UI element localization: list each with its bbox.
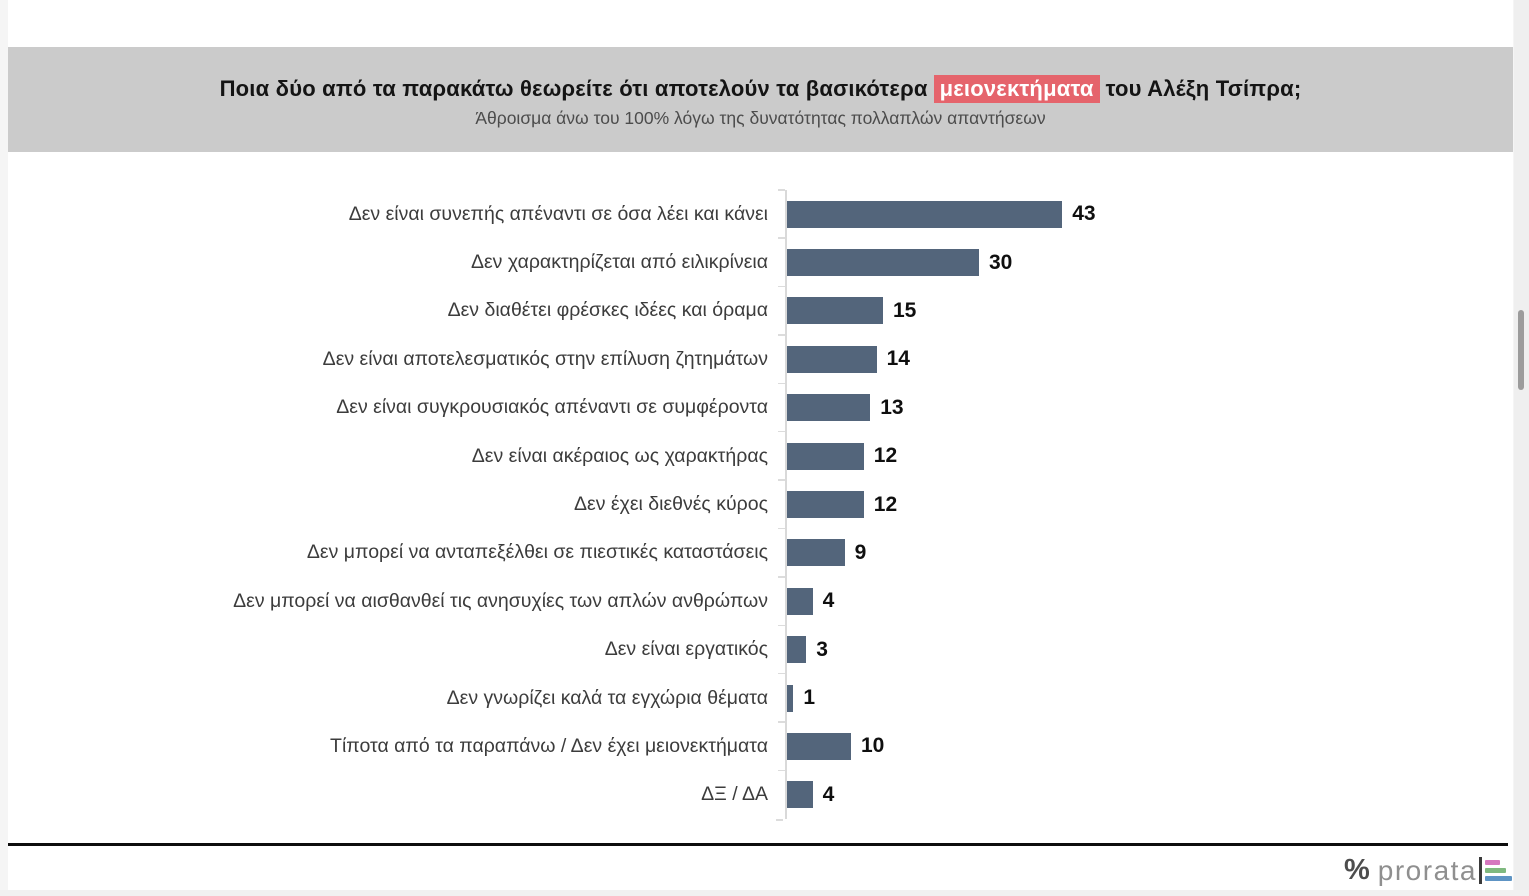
category-label: ΔΞ / ΔΑ [701, 783, 768, 806]
bar-cell [785, 771, 1505, 819]
page-subtitle: Άθροισμα άνω του 100% λόγω της δυνατότητας πολλαπλών απαντήσεων [475, 108, 1046, 128]
value-label: 15 [893, 298, 917, 322]
category-label: Δεν είναι ακέραιος ως χαρακτήρας [471, 444, 768, 467]
value-label: 1 [803, 686, 816, 710]
value-label: 4 [822, 782, 835, 806]
value-label: 14 [886, 347, 910, 371]
title-prefix: Ποια δύο από τα παρακάτω θεωρείτε ότι αποτελούν τα βασικότερα [219, 76, 928, 101]
bar [787, 297, 883, 324]
bar-cell [785, 238, 1505, 286]
category-label: Δεν έχει διεθνές κύρος [574, 493, 768, 516]
category-label: Δεν είναι συνεπής απέναντι σε όσα λέει και κάνει [348, 202, 768, 225]
bar-cell [785, 287, 1505, 335]
logo-bar-pink [1485, 860, 1500, 865]
chart-row [8, 190, 1505, 238]
logo-divider-bar [1479, 857, 1482, 884]
category-label: Δεν διαθέτει φρέσκες ιδέες και όραμα [447, 299, 768, 322]
chart-row [8, 626, 1505, 674]
footer-divider-line [8, 843, 1508, 846]
slide-page [8, 0, 1513, 890]
bar [787, 636, 806, 663]
value-label: 3 [816, 637, 828, 661]
value-label: 9 [854, 540, 867, 564]
category-label: Δεν μπορεί να ανταπεξέλθει σε πιεστικές καταστάσεις [306, 541, 768, 564]
category-label: Δεν είναι αποτελεσματικός στην επίλυση ζητημάτων [322, 347, 768, 370]
value-label: 12 [873, 444, 898, 468]
bar-cell [785, 384, 1505, 432]
bar-cell [785, 529, 1505, 577]
chart-row [8, 238, 1505, 286]
bar-cell [785, 190, 1505, 238]
vertical-scrollbar-track[interactable] [1514, 0, 1529, 896]
chart-row [8, 384, 1505, 432]
bar-cell [785, 480, 1505, 528]
category-label: Δεν γνωρίζει καλά τα εγχώρια θέματα [446, 686, 768, 709]
category-label: Τίποτα από τα παραπάνω / Δεν έχει μειονεκτήματα [330, 734, 768, 757]
chart-row [8, 287, 1505, 335]
bar [787, 346, 877, 373]
chart-row [8, 335, 1505, 383]
bar [787, 443, 864, 470]
bar-cell [785, 577, 1505, 625]
question-header [8, 47, 1513, 152]
bar-cell [785, 335, 1505, 383]
title-highlighted-word: μειονεκτήματα [934, 75, 1100, 103]
title-suffix: του Αλέξη Τσίπρα; [1105, 76, 1302, 101]
bar [787, 201, 1062, 228]
value-label: 4 [822, 589, 835, 613]
axis-end-tick [776, 819, 783, 821]
bar-cell [785, 626, 1505, 674]
bar [787, 588, 813, 615]
bar [787, 491, 864, 518]
bottom-edge-strip [0, 890, 1529, 896]
bar [787, 249, 979, 276]
logo-wordmark: prorata [1377, 854, 1477, 886]
category-label: Δεν είναι συγκρουσιακός απέναντι σε συμφέροντα [336, 396, 768, 419]
logo-bar-green [1485, 868, 1506, 873]
value-label: 10 [861, 734, 885, 758]
vertical-scrollbar-thumb[interactable] [1518, 310, 1524, 390]
page-title [8, 47, 1513, 103]
category-label: Δεν είναι εργατικός [604, 638, 768, 661]
bar [787, 781, 813, 808]
value-label: 12 [873, 492, 898, 516]
prorata-logo [1344, 854, 1512, 887]
category-label: Δεν μπορεί να αισθανθεί τις ανησυχίες των απλών ανθρώπων [233, 589, 768, 612]
chart-row [8, 771, 1505, 819]
chart-rows [8, 190, 1505, 819]
bar-cell [785, 432, 1505, 480]
value-label: 30 [989, 250, 1013, 274]
chart-row [8, 674, 1505, 722]
bar [787, 394, 870, 421]
bar [787, 539, 845, 566]
percent-logo-icon: % [1343, 854, 1370, 886]
bar-cell [785, 722, 1505, 770]
bar-cell [785, 674, 1505, 722]
value-label: 13 [880, 395, 904, 419]
chart-row [8, 480, 1505, 528]
chart-row [8, 722, 1505, 770]
category-label: Δεν χαρακτηρίζεται από ειλικρίνεια [470, 251, 768, 274]
bar-chart-icon [1485, 860, 1512, 881]
chart-row [8, 577, 1505, 625]
chart-row [8, 432, 1505, 480]
bar [787, 733, 851, 760]
logo-bar-blue [1485, 876, 1512, 881]
value-label: 43 [1072, 202, 1096, 226]
bar [787, 685, 793, 712]
chart-row [8, 529, 1505, 577]
